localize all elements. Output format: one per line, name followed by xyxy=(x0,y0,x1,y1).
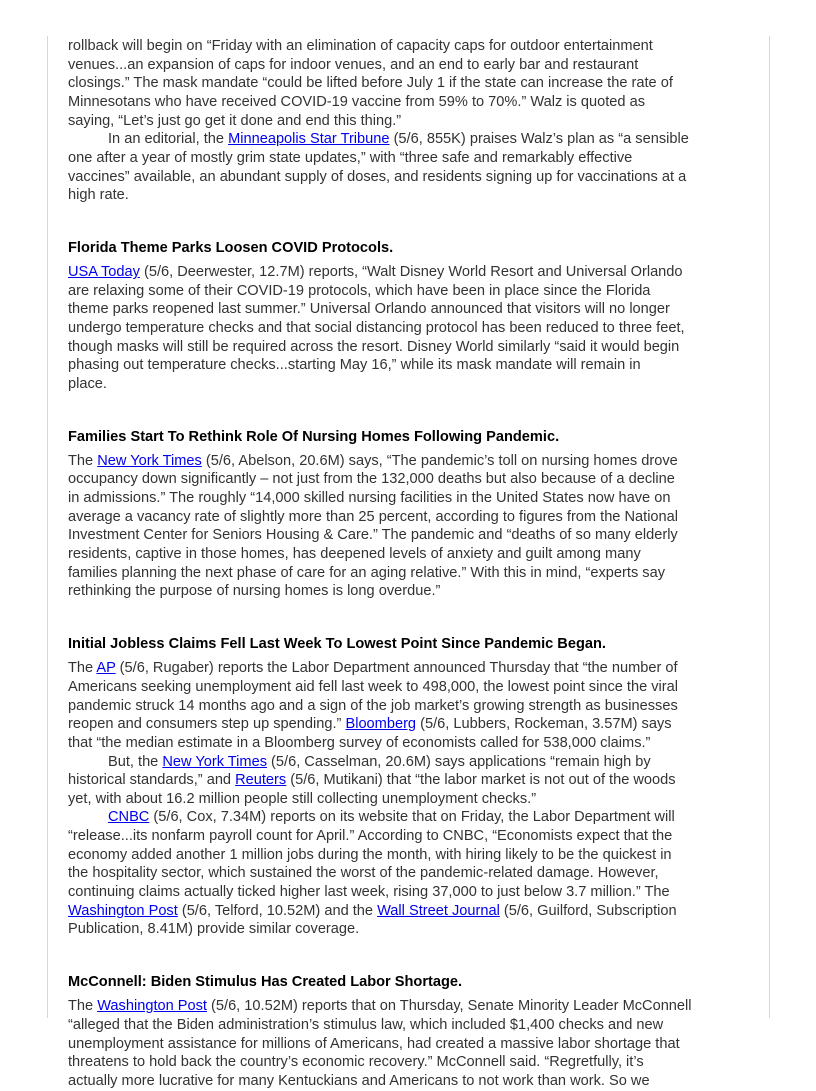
body-text: “alleged that the Biden administration’s stimulus law, which included $1,400 checks and new xyxy=(68,1016,664,1033)
text-line xyxy=(68,846,758,865)
text-line xyxy=(68,74,758,93)
body-text: families planning the next phase of care for an aging relative.” With this in mind, “experts say xyxy=(68,564,666,581)
text-line xyxy=(68,452,758,471)
text-line xyxy=(68,864,758,883)
body-text: actually more lucrative for many Kentuckians and Americans to not work than work. So we xyxy=(68,1072,650,1089)
article-paragraph xyxy=(68,263,758,394)
body-text: venues...an expansion of caps for indoor venues, and an end to early bar and restaurant xyxy=(68,56,639,73)
text-line xyxy=(68,1035,758,1054)
text-line xyxy=(68,282,758,301)
article-paragraph xyxy=(68,37,758,130)
source-link[interactable]: Washington Post xyxy=(97,998,207,1015)
body-text: phasing out temperature checks...starting May 16,” while its mask mandate will remain in xyxy=(68,357,641,374)
text-line xyxy=(68,697,758,716)
source-link[interactable]: AP xyxy=(96,660,116,677)
body-text: (5/6, Guilford, Subscription xyxy=(499,902,677,919)
text-line xyxy=(68,356,758,375)
text-line xyxy=(68,582,758,601)
body-text: occupancy down significantly – not just from the 132,000 deaths but also because of a decline xyxy=(68,471,675,488)
source-link[interactable]: New York Times xyxy=(97,452,202,469)
body-text: vaccines” available, an abundant supply of doses, and residents signing up for vaccinations at a xyxy=(68,168,687,185)
body-text: high rate. xyxy=(68,187,129,204)
body-text: unemployment assistance for millions of Americans, had created a massive labor shortage that xyxy=(68,1035,680,1052)
body-text: closings.” The mask mandate “could be lifted before July 1 if the state can increase the rate of xyxy=(68,75,673,92)
text-line xyxy=(68,375,758,394)
text-line xyxy=(68,93,758,112)
body-text: (5/6, Lubbers, Rockeman, 3.57M) says xyxy=(416,716,672,733)
body-text: In an editorial, the xyxy=(108,131,229,148)
text-line xyxy=(68,130,758,149)
article-paragraph xyxy=(68,753,758,809)
text-line xyxy=(68,564,758,583)
body-text: rethinking the purpose of nursing homes is long overdue.” xyxy=(68,583,441,600)
text-line xyxy=(68,168,758,187)
body-text: continuing claims actually ticked higher last week, rising 37,000 to just below 3.7 million.” The xyxy=(68,884,670,901)
text-line xyxy=(68,771,758,790)
article-heading: Florida Theme Parks Loosen COVID Protocols. xyxy=(68,239,394,256)
body-text: in admissions.” The roughly “14,000 skilled nursing facilities in the United States now have on xyxy=(68,490,671,507)
body-text: The xyxy=(68,452,98,469)
text-line xyxy=(68,1016,758,1035)
body-text: pandemic struck 14 months ago and a sign of the job market’s growing strength as businesses xyxy=(68,697,678,714)
body-text: (5/6, Abelson, 20.6M) says, “The pandemic’s toll on nursing homes drove xyxy=(201,452,678,469)
text-line xyxy=(68,808,758,827)
article-paragraph xyxy=(68,808,758,939)
body-text: one after a year of mostly grim state updates,” with “three safe and remarkably effective xyxy=(68,149,633,166)
body-text: (5/6, 10.52M) reports that on Thursday, Senate Minority Leader McConnell xyxy=(206,998,692,1015)
body-text: yet, with about 16.2 million people still collecting unemployment checks.” xyxy=(68,790,537,807)
body-text: (5/6, Casselman, 20.6M) says applications “remain high by xyxy=(267,753,651,770)
text-line xyxy=(68,659,758,678)
text-line xyxy=(68,997,758,1016)
text-line xyxy=(68,920,758,939)
article-paragraph xyxy=(68,452,758,601)
text-line xyxy=(68,545,758,564)
article-paragraph xyxy=(68,997,758,1090)
body-text: are relaxing some of their COVID-19 protocols, which have been in place since the Florida xyxy=(68,282,651,299)
source-link[interactable]: Reuters xyxy=(235,772,287,789)
body-text: saying, “Let’s just go get it done and end this thing.” xyxy=(68,112,402,129)
text-line xyxy=(68,470,758,489)
text-line xyxy=(68,37,758,56)
body-text: average a vacancy rate of slightly more than 25 percent, according to figures from the National xyxy=(68,508,679,525)
text-line xyxy=(68,112,758,131)
source-link[interactable]: Washington Post xyxy=(68,902,178,919)
body-text: though masks will still be required across the resort. Disney World similarly “said it would begin xyxy=(68,338,680,355)
text-line xyxy=(68,56,758,75)
text-line xyxy=(68,263,758,282)
text-line xyxy=(68,489,758,508)
text-line xyxy=(68,338,758,357)
body-text: (5/6, Deerwester, 12.7M) reports, “Walt Disney World Resort and Universal Orlando xyxy=(139,264,683,281)
source-link[interactable]: New York Times xyxy=(162,753,267,770)
body-text: undergo temperature checks and that social distancing protocol has been reduced to three feet, xyxy=(68,320,685,337)
body-text: The xyxy=(68,660,97,677)
body-text: (5/6, Cox, 7.34M) reports on its website that on Friday, the Labor Department will xyxy=(149,809,675,826)
body-text: (5/6, Telford, 10.52M) and the xyxy=(177,902,378,919)
body-text: reopen and consumers step up spending.” xyxy=(68,716,346,733)
text-line xyxy=(68,319,758,338)
text-line xyxy=(68,1072,758,1091)
article-paragraph xyxy=(68,659,758,752)
body-text: that “the median estimate in a Bloomberg survey of economists called for 538,000 claims.” xyxy=(68,734,651,751)
text-line xyxy=(68,715,758,734)
text-line xyxy=(68,526,758,545)
body-text: But, the xyxy=(108,753,163,770)
text-line xyxy=(68,678,758,697)
body-text: (5/6, Mutikani) that “the labor market is not out of the woods xyxy=(286,772,676,789)
body-text: place. xyxy=(68,376,107,392)
body-text: (5/6, 855K) praises Walz’s plan as “a sensible xyxy=(389,131,689,148)
body-text: Americans seeking unemployment aid fell last week to 498,000, the lowest point since the viral xyxy=(68,678,679,695)
text-line xyxy=(68,902,758,921)
source-link[interactable]: USA Today xyxy=(68,264,140,281)
body-text: The xyxy=(68,998,98,1015)
text-line xyxy=(68,883,758,902)
body-text: “release...its nonfarm payroll count for April.” According to CNBC, “Economists expect that the xyxy=(68,828,673,845)
source-link[interactable]: CNBC xyxy=(108,809,150,826)
body-text: theme parks reopened last summer.” Universal Orlando announced that visitors will no longer xyxy=(68,301,670,318)
text-line xyxy=(68,753,758,772)
article-heading: McConnell: Biden Stimulus Has Created Labor Shortage. xyxy=(68,974,463,991)
newsletter-body xyxy=(68,37,758,1091)
source-link[interactable]: Wall Street Journal xyxy=(377,902,500,919)
body-text: (5/6, Rugaber) reports the Labor Department announced Thursday that “the number of xyxy=(115,660,678,677)
text-line xyxy=(68,508,758,527)
article-heading: Families Start To Rethink Role Of Nursing Homes Following Pandemic. xyxy=(68,428,560,445)
text-line xyxy=(68,734,758,753)
text-line xyxy=(68,186,758,205)
body-text: Minnesotans who have received COVID-19 vaccine from 59% to 70%.” Walz is quoted as xyxy=(68,93,645,110)
text-line xyxy=(68,790,758,809)
body-text: the hospitality sector, which sustained the worst of the pandemic-related damage. However, xyxy=(68,865,659,882)
body-text: Investment Center for Seniors Housing & Care.” The pandemic and “deaths of so many elderly xyxy=(68,527,678,544)
text-line xyxy=(68,827,758,846)
article-heading: Initial Jobless Claims Fell Last Week To Lowest Point Since Pandemic Began. xyxy=(68,636,606,653)
body-text: residents, captive in those homes, has deepened levels of anxiety and guilt among many xyxy=(68,546,641,563)
article-paragraph xyxy=(68,130,758,205)
body-text: historical standards,” and xyxy=(68,772,236,789)
text-line xyxy=(68,300,758,319)
body-text: economy added another 1 million jobs during the month, with hiring likely to be the quickest in xyxy=(68,846,672,863)
body-text: threatens to hold back the country’s economic recovery.” McConnell said. “Regretfully, it’s xyxy=(68,1054,644,1071)
body-text: Publication, 8.41M) provide similar coverage. xyxy=(68,921,360,938)
text-line xyxy=(68,149,758,168)
body-text: rollback will begin on “Friday with an elimination of capacity caps for outdoor entertainment xyxy=(68,38,653,54)
source-link[interactable]: Bloomberg xyxy=(345,716,417,733)
source-link[interactable]: Minneapolis Star Tribune xyxy=(228,131,390,148)
